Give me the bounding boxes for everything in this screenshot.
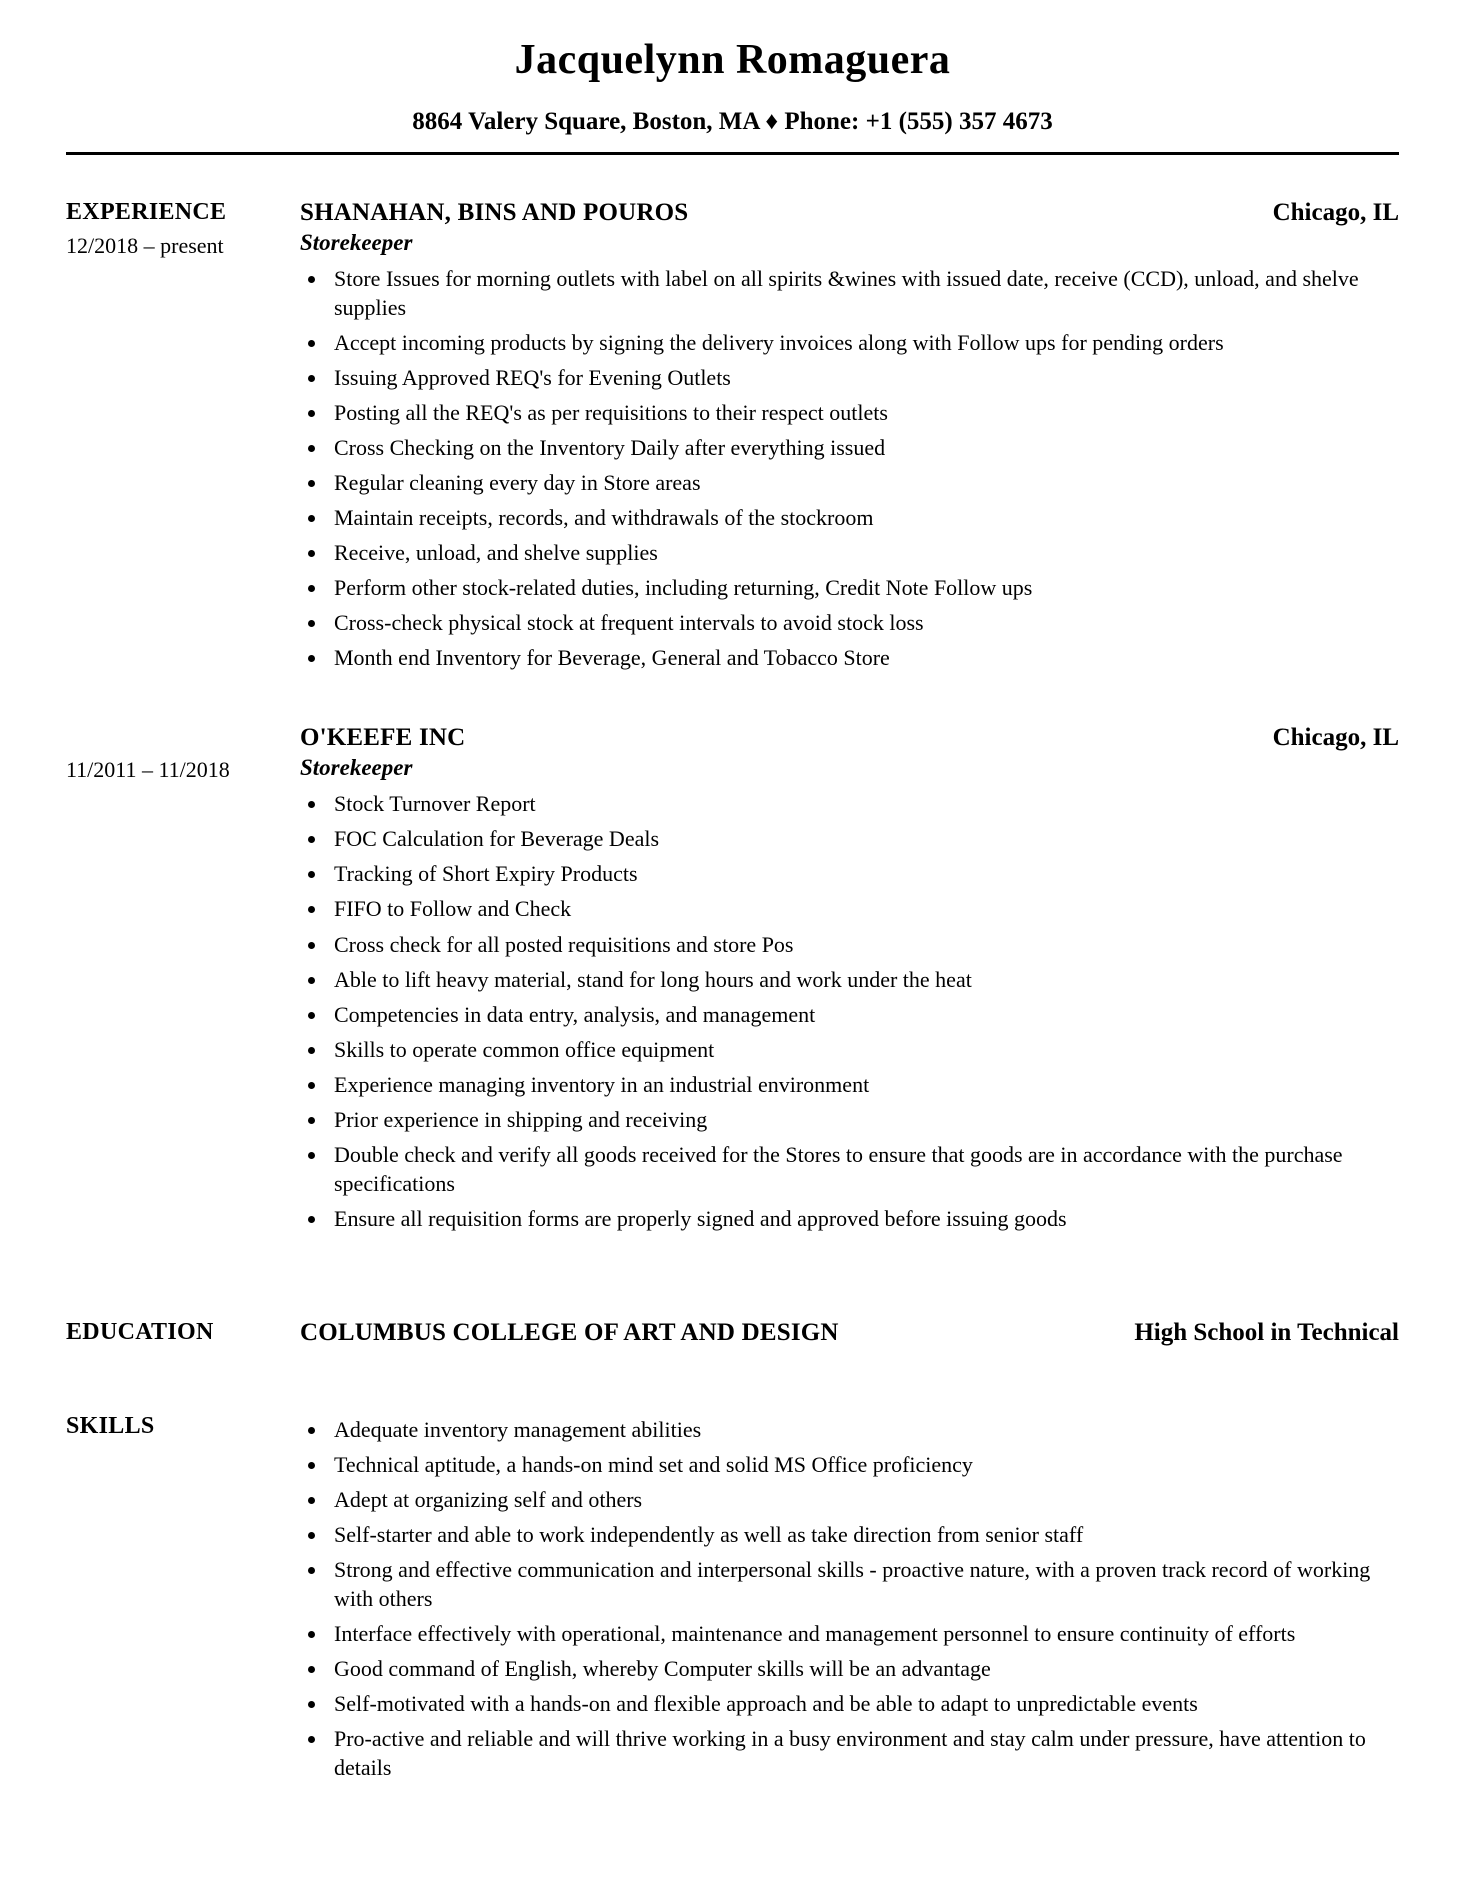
job-title: Storekeeper [300, 755, 413, 781]
section-skills [66, 1413, 1399, 1788]
skills-bullet-list [300, 1415, 1399, 1782]
bullet-item: • Ensure all requisition forms are properly signed and approved before issuing goods [328, 1204, 1399, 1233]
bullet-item: • Double check and verify all goods received for the Stores to ensure that goods are in accordance with the purchase specifications [328, 1140, 1399, 1198]
section-experience-job-1 [66, 199, 1399, 678]
bullet-item: • Experience managing inventory in an industrial environment [328, 1070, 1399, 1099]
bullet-item: • FIFO to Follow and Check [328, 894, 1399, 923]
job-entry [300, 724, 1399, 1238]
bullet-item: • Able to lift heavy material, stand for long hours and work under the heat [328, 965, 1399, 994]
degree-name: High School in Technical [1134, 1318, 1399, 1346]
job-title: Storekeeper [300, 230, 413, 255]
job-entry [300, 199, 1399, 678]
bullet-item: • Pro-active and reliable and will thrive working in a busy environment and stay calm under pressure, have attention to details [328, 1724, 1399, 1782]
section-experience-job-2 [66, 724, 1399, 1238]
job-bullet-list [300, 789, 1399, 1232]
bullet-item: • FOC Calculation for Beverage Deals [328, 824, 1399, 853]
school-name: COLUMBUS COLLEGE OF ART AND DESIGN [300, 1318, 839, 1346]
bullet-item: • Cross-check physical stock at frequent intervals to avoid stock loss [328, 608, 1399, 637]
bullet-item: • Maintain receipts, records, and withdrawals of the stockroom [328, 503, 1399, 532]
education-entry [300, 1319, 1399, 1347]
bullet-item: • Tracking of Short Expiry Products [328, 859, 1399, 888]
skills-entry [300, 1413, 1399, 1788]
job-bullet-list [300, 264, 1399, 672]
header-divider [66, 152, 1399, 155]
person-name: Jacquelynn Romaguera [514, 37, 951, 83]
bullet-item: • Cross Checking on the Inventory Daily after everything issued [328, 433, 1399, 462]
section-label-education: EDUCATION [66, 1318, 214, 1345]
bullet-item: • Stock Turnover Report [328, 789, 1399, 818]
job-dates: 12/2018 – present [66, 233, 224, 258]
bullet-item: • Self-starter and able to work independently as well as take direction from senior staff [328, 1520, 1399, 1549]
experience-left-column [66, 724, 300, 783]
bullet-item: • Receive, unload, and shelve supplies [328, 538, 1399, 567]
section-education [66, 1319, 1399, 1347]
education-header [300, 1319, 1399, 1347]
job-location: Chicago, IL [1272, 724, 1399, 752]
bullet-item: • Adept at organizing self and others [328, 1485, 1399, 1514]
job-location: Chicago, IL [1272, 199, 1399, 226]
bullet-item: • Competencies in data entry, analysis, and management [328, 1000, 1399, 1029]
bullet-item: • Prior experience in shipping and receiving [328, 1105, 1399, 1134]
bullet-item: • Accept incoming products by signing the delivery invoices along with Follow ups for pending orders [328, 328, 1399, 357]
education-left-column [66, 1319, 300, 1346]
skills-left-column [66, 1413, 300, 1440]
bullet-item: • Interface effectively with operational, maintenance and management personnel to ensure continuity of efforts [328, 1619, 1399, 1648]
experience-left-column [66, 199, 300, 259]
bullet-item: • Strong and effective communication and interpersonal skills - proactive nature, with a proven track record of working with others [328, 1555, 1399, 1613]
contact-line: 8864 Valery Square, Boston, MA ♦ Phone: +1 (555) 357 4673 [412, 108, 1053, 135]
job-dates: 11/2011 – 11/2018 [66, 757, 230, 783]
bullet-item: • Month end Inventory for Beverage, General and Tobacco Store [328, 643, 1399, 672]
bullet-item: • Store Issues for morning outlets with label on all spirits &wines with issued date, receive (CCD), unload, and shelve supplies [328, 264, 1399, 322]
bullet-item: • Technical aptitude, a hands-on mind set and solid MS Office proficiency [328, 1450, 1399, 1479]
bullet-item: • Posting all the REQ's as per requisitions to their respect outlets [328, 398, 1399, 427]
bullet-item: • Issuing Approved REQ's for Evening Outlets [328, 363, 1399, 392]
bullet-item: • Regular cleaning every day in Store areas [328, 468, 1399, 497]
resume-header [66, 36, 1399, 155]
bullet-item: • Adequate inventory management abilities [328, 1415, 1399, 1444]
job-header [300, 724, 1399, 752]
bullet-item: • Good command of English, whereby Computer skills will be an advantage [328, 1654, 1399, 1683]
bullet-item: • Skills to operate common office equipment [328, 1035, 1399, 1064]
section-label-experience: EXPERIENCE [66, 199, 227, 225]
section-label-skills: SKILLS [66, 1412, 155, 1439]
bullet-item: • Perform other stock-related duties, including returning, Credit Note Follow ups [328, 573, 1399, 602]
bullet-item: • Cross check for all posted requisitions and store Pos [328, 930, 1399, 959]
company-name: SHANAHAN, BINS AND POUROS [300, 199, 689, 226]
company-name: O'KEEFE INC [300, 724, 466, 752]
job-header [300, 199, 1399, 227]
bullet-item: • Self-motivated with a hands-on and flexible approach and be able to adapt to unpredictable events [328, 1689, 1399, 1718]
